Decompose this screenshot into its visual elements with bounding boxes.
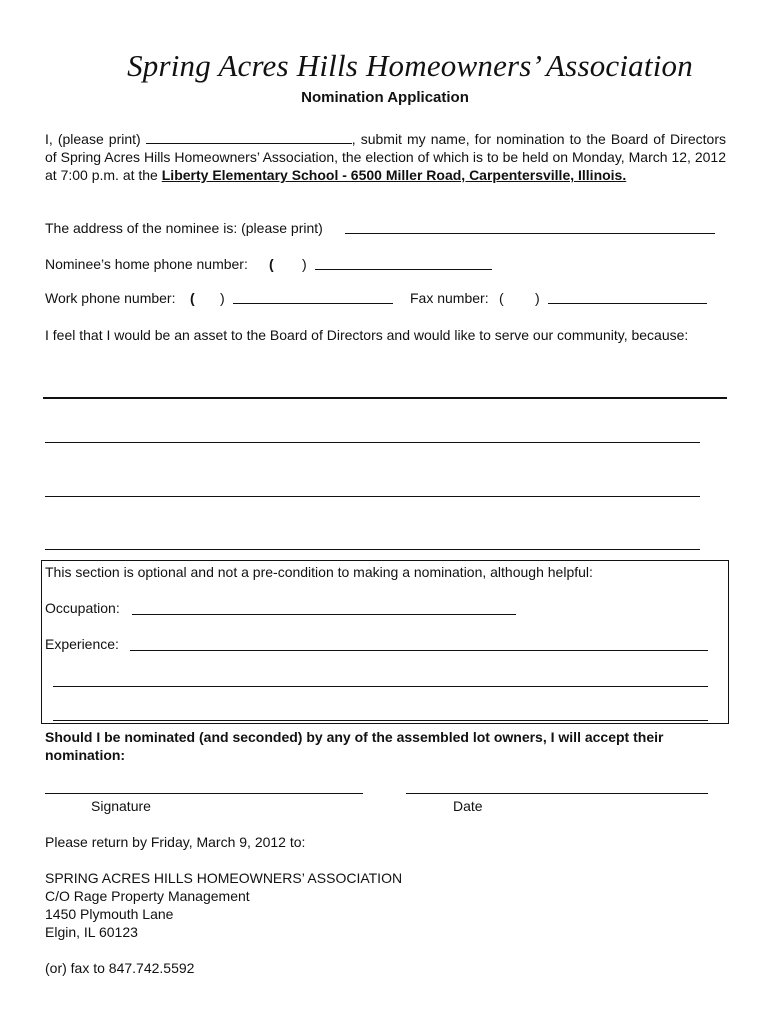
reason-line-4[interactable] xyxy=(45,549,700,550)
work-phone-field[interactable] xyxy=(233,303,393,304)
return-organization: SPRING ACRES HILLS HOMEOWNERS’ ASSOCIATION xyxy=(45,870,403,886)
return-care-of: C/O Rage Property Management xyxy=(45,888,250,904)
occupation-field[interactable] xyxy=(132,614,516,615)
optional-heading: This section is optional and not a pre-condition to making a nomination, although helpful: xyxy=(45,564,593,580)
intro-prefix: I, (please print) xyxy=(45,131,141,147)
reason-line-1[interactable] xyxy=(43,397,727,399)
address-label: The address of the nominee is: (please print) xyxy=(45,220,323,236)
date-field[interactable] xyxy=(406,793,708,794)
optional-section-box xyxy=(41,560,729,724)
home-phone-paren-close: ) xyxy=(302,256,307,272)
work-phone-paren-open: ( xyxy=(190,290,195,306)
date-label: Date xyxy=(453,798,483,814)
home-phone-area-code-field[interactable] xyxy=(278,257,300,271)
experience-line-3[interactable] xyxy=(53,720,708,721)
occupation-label: Occupation: xyxy=(45,600,120,616)
acceptance-statement: Should I be nominated (and seconded) by any of the assembled lot owners, I will accept their nomination: xyxy=(45,729,664,763)
asset-paragraph: I feel that I would be an asset to the Board of Directors and would like to serve our community, because: xyxy=(45,327,689,343)
work-phone-area-code-field[interactable] xyxy=(198,291,218,305)
address-field[interactable] xyxy=(345,233,715,234)
home-phone-label: Nominee’s home phone number: xyxy=(45,256,248,272)
name-blank[interactable] xyxy=(146,131,352,144)
return-fax: (or) fax to 847.742.5592 xyxy=(45,960,195,976)
work-phone-paren-close: ) xyxy=(220,290,225,306)
fax-area-code-field[interactable] xyxy=(507,291,533,305)
experience-line-1[interactable] xyxy=(130,650,708,651)
experience-label: Experience: xyxy=(45,636,119,652)
fax-field[interactable] xyxy=(548,303,707,304)
election-location: Liberty Elementary School - 6500 Miller Road, Carpentersville, Illinois. xyxy=(161,167,627,183)
fax-label: Fax number: xyxy=(410,290,489,306)
signature-field[interactable] xyxy=(45,793,363,794)
reason-line-2[interactable] xyxy=(45,442,700,443)
experience-line-2[interactable] xyxy=(53,686,708,687)
fax-paren-open: ( xyxy=(499,290,504,306)
work-phone-label: Work phone number: xyxy=(45,290,176,306)
fax-paren-close: ) xyxy=(535,290,540,306)
intro-paragraph xyxy=(45,130,726,184)
document-subtitle: Nomination Application xyxy=(301,89,469,106)
intro-middle: , submit my name, for nomination to the Board of Directors of Spring Acres Hills Homeowners’ Association, the election of which is to be held on Monday, March 12, 2012 at 7:00 p.m. at the xyxy=(45,131,726,183)
return-city: Elgin, IL 60123 xyxy=(45,924,138,940)
signature-label: Signature xyxy=(91,798,151,814)
home-phone-paren-open: ( xyxy=(269,256,274,272)
reason-line-3[interactable] xyxy=(45,496,700,497)
document-title: Spring Acres Hills Homeowners’ Association xyxy=(127,48,693,83)
home-phone-field[interactable] xyxy=(315,269,492,270)
return-deadline: Please return by Friday, March 9, 2012 to: xyxy=(45,834,306,850)
return-street: 1450 Plymouth Lane xyxy=(45,906,174,922)
